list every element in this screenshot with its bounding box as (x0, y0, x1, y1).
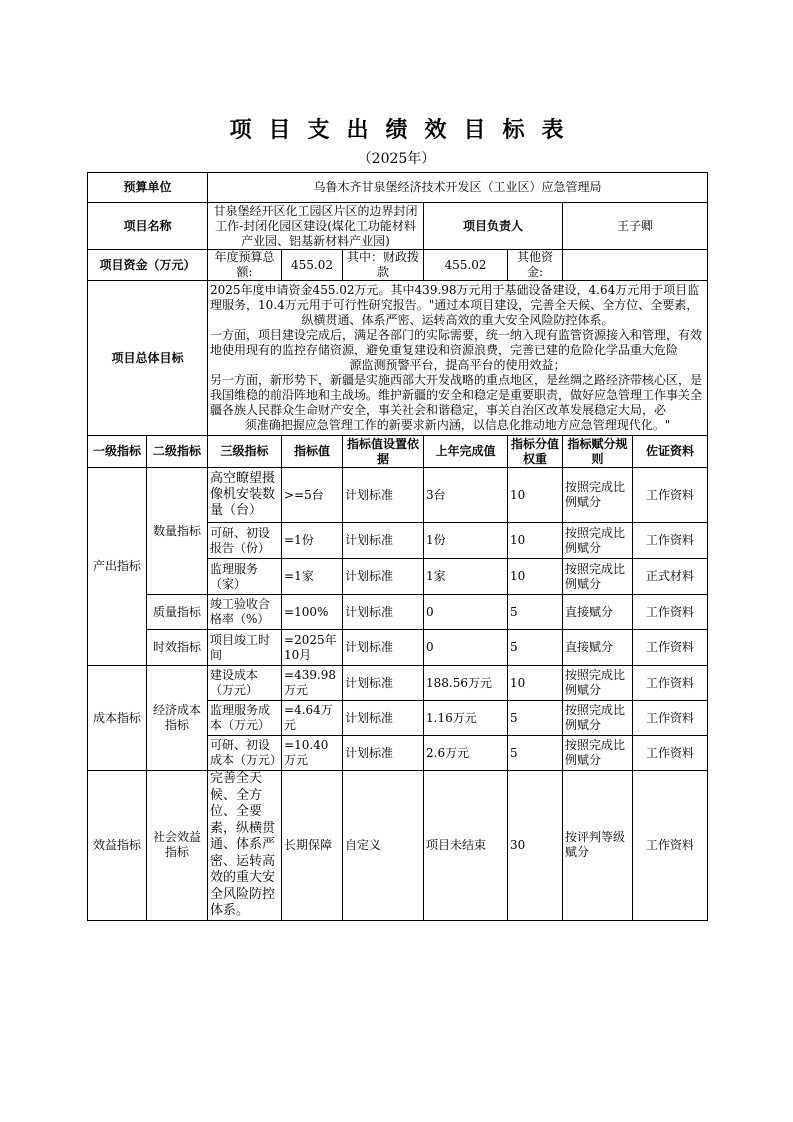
other-funds-label: 其他资金: (508, 250, 563, 281)
indicator-evidence: 正式材料 (633, 559, 708, 595)
indicator-basis: 计划标准 (343, 523, 424, 559)
header-weight: 指标分值权重 (508, 436, 563, 468)
indicator-weight: 30 (508, 771, 563, 921)
indicator-value: >=5台 (282, 468, 343, 523)
group-benefit: 效益指标 (88, 771, 147, 921)
indicator-rule: 按照完成比例赋分 (563, 736, 633, 771)
header-basis: 指标值设置依据 (343, 436, 424, 468)
goal-paragraph-2-tail: 源监测预警平台，提高平台的使用效益； (349, 358, 566, 372)
budget-unit-row (88, 173, 708, 203)
indicator-name: 项目竣工时间 (208, 630, 282, 666)
indicator-basis: 自定义 (343, 771, 424, 921)
project-leader-label: 项目负责人 (424, 203, 563, 250)
overall-goal-row (88, 281, 708, 436)
goal-paragraph-1: 2025年度申请资金455.02万元。其中439.98万元用于基础设备建设，4.64万元用于项目监理服务，10.4万元用于可行性研究报告。"通过本项目建设，完善全天候、全方位、全要素， (210, 283, 700, 312)
fiscal-label: 其中：财政拨款 (343, 250, 424, 281)
indicator-weight: 10 (508, 468, 563, 523)
indicator-last-year: 188.56万元 (424, 666, 508, 701)
indicator-rule: 按照完成比例赋分 (563, 559, 633, 595)
annual-budget-value: 455.02 (282, 250, 343, 281)
indicator-value: =1份 (282, 523, 343, 559)
indicator-evidence: 工作资料 (633, 736, 708, 771)
header-rule: 指标赋分规则 (563, 436, 633, 468)
goal-paragraph-3-tail: 须准确把握应急管理工作的新要求新内涵，以信息化推动地方应急管理现代化。" (244, 418, 671, 432)
group-output: 产出指标 (88, 468, 147, 666)
group-social-benefit: 社会效益指标 (147, 771, 208, 921)
page-subtitle: （2025年） (357, 151, 436, 167)
indicator-last-year: 2.6万元 (424, 736, 508, 771)
indicator-weight: 10 (508, 559, 563, 595)
indicator-evidence: 工作资料 (633, 630, 708, 666)
indicator-name: 建设成本（万元） (208, 666, 282, 701)
budget-unit-value: 乌鲁木齐甘泉堡经济技术开发区（工业区）应急管理局 (208, 173, 708, 203)
indicator-name: 可研、初设报告（份） (208, 523, 282, 559)
indicator-value: =1家 (282, 559, 343, 595)
goal-paragraph-1-tail: 纵横贯通、体系严密、运转高效的重大安全风险防控体系。 (301, 313, 614, 327)
header-level1: 一级指标 (88, 436, 147, 468)
fiscal-value: 455.02 (424, 250, 508, 281)
table-row (88, 771, 708, 921)
indicator-last-year: 1份 (424, 523, 508, 559)
table-header-row (88, 436, 708, 468)
indicator-value: =10.40万元 (282, 736, 343, 771)
indicator-rule: 按照完成比例赋分 (563, 666, 633, 701)
header-value: 指标值 (282, 436, 343, 468)
indicator-name: 竣工验收合格率（%） (208, 595, 282, 630)
indicator-last-year: 1家 (424, 559, 508, 595)
indicator-evidence: 工作资料 (633, 468, 708, 523)
annual-budget-label: 年度预算总额: (208, 250, 282, 281)
indicator-weight: 10 (508, 523, 563, 559)
indicator-value: =4.64万元 (282, 701, 343, 736)
indicator-basis: 计划标准 (343, 666, 424, 701)
indicator-last-year: 0 (424, 630, 508, 666)
header-level2: 二级指标 (147, 436, 208, 468)
indicator-last-year: 0 (424, 595, 508, 630)
table-row (88, 666, 708, 701)
indicator-name: 监理服务成本（万元） (208, 701, 282, 736)
indicator-value: =439.98万元 (282, 666, 343, 701)
header-last-year: 上年完成值 (424, 436, 508, 468)
indicator-name: 可研、初设成本（万元） (208, 736, 282, 771)
indicator-rule: 按照完成比例赋分 (563, 701, 633, 736)
overall-goal-text (208, 281, 708, 436)
indicator-basis: 计划标准 (343, 701, 424, 736)
group-timeliness: 时效指标 (147, 630, 208, 666)
indicator-basis: 计划标准 (343, 630, 424, 666)
indicator-value: =100% (282, 595, 343, 630)
table-row (88, 468, 708, 523)
budget-unit-label: 预算单位 (88, 173, 208, 203)
indicator-basis: 计划标准 (343, 736, 424, 771)
header-level3: 三级指标 (208, 436, 282, 468)
indicator-basis: 计划标准 (343, 468, 424, 523)
table-row (88, 630, 708, 666)
goal-paragraph-2: 一方面，项目建设完成后，满足各部门的实际需要，统一纳入现有监管资源接入和管理，有效地使用现有的监控存储资源，避免重复建设和资源浪费，完善已建的危险化学品重大危险 (210, 328, 703, 357)
indicator-evidence: 工作资料 (633, 523, 708, 559)
project-funds-row (88, 250, 708, 281)
group-economic-cost: 经济成本指标 (147, 666, 208, 771)
indicator-weight: 5 (508, 595, 563, 630)
indicator-name: 监理服务（家） (208, 559, 282, 595)
group-cost: 成本指标 (88, 666, 147, 771)
project-name-row (88, 203, 708, 250)
project-name-label: 项目名称 (88, 203, 208, 250)
table-row (88, 595, 708, 630)
indicator-weight: 5 (508, 630, 563, 666)
indicator-name: 完善全天候、全方位、全要素，纵横贯通、体系严密、运转高效的重大安全风险防控体系。 (208, 771, 282, 921)
goal-paragraph-3: 另一方面，新形势下，新疆是实施西部大开发战略的重点地区，是丝绸之路经济带核心区，是我国维稳的前沿阵地和主战场。维护新疆的安全和稳定是重要职责，做好应急管理工作事关全疆各族人民群众生命财产安全，事关社会和谐稳定，事关自治区改革发展稳定大局，必 (210, 373, 703, 417)
indicator-value: 长期保障 (282, 771, 343, 921)
indicator-weight: 5 (508, 701, 563, 736)
indicator-weight: 10 (508, 666, 563, 701)
indicator-rule: 直接赋分 (563, 630, 633, 666)
indicator-rule: 按照完成比例赋分 (563, 523, 633, 559)
project-name-value: 甘泉堡经开区化工园区片区的边界封闭工作-封闭化园区建设(煤化工功能材料产业园、铝基新材料产业园) (208, 203, 424, 250)
indicator-evidence: 工作资料 (633, 666, 708, 701)
indicator-rule: 直接赋分 (563, 595, 633, 630)
page-title: 项目支出绩效目标表 (229, 117, 581, 143)
other-funds-value (563, 250, 708, 281)
indicator-weight: 5 (508, 736, 563, 771)
indicator-evidence: 工作资料 (633, 771, 708, 921)
indicator-rule: 按照完成比例赋分 (563, 468, 633, 523)
performance-goal-table (87, 172, 708, 921)
indicator-rule: 按评判等级赋分 (563, 771, 633, 921)
project-leader-value: 王子卿 (563, 203, 708, 250)
indicator-last-year: 项目未结束 (424, 771, 508, 921)
overall-goal-label: 项目总体目标 (88, 281, 208, 436)
indicator-evidence: 工作资料 (633, 595, 708, 630)
project-funds-label: 项目资金（万元） (88, 250, 208, 281)
indicator-last-year: 3台 (424, 468, 508, 523)
indicator-value: =2025年10月 (282, 630, 343, 666)
header-evidence: 佐证资料 (633, 436, 708, 468)
group-quantity: 数量指标 (147, 468, 208, 595)
group-quality: 质量指标 (147, 595, 208, 630)
indicator-evidence: 工作资料 (633, 701, 708, 736)
indicator-last-year: 1.16万元 (424, 701, 508, 736)
indicator-basis: 计划标准 (343, 559, 424, 595)
indicator-basis: 计划标准 (343, 595, 424, 630)
indicator-name: 高空瞭望摄像机安装数量（台） (208, 468, 282, 523)
